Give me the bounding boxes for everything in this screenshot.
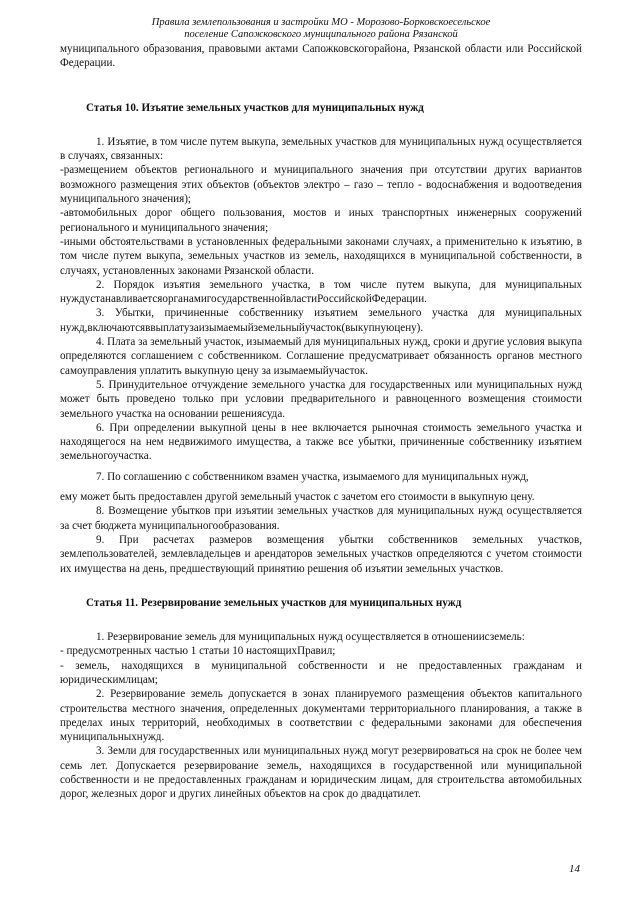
article-10-paragraph-6: 6. При определении выкупной цены в нее включается рыночная стоимость земельного участка и находящегося на нем недвижимого имущества, а также все убытки, причиненные собственнику изъятием земельногоучастка. bbox=[60, 421, 582, 463]
article-10-paragraph-2: 2. Порядок изъятия земельного участка, в том числе путем выкупа, для муниципальных нуждустанавливаетсяорганамигосударственнойвластиРоссийскойФедерации. bbox=[60, 278, 582, 306]
header-line-1: Правила землепользования и застройки МО - Морозово-Борковскоесельское bbox=[151, 17, 491, 28]
article-10-paragraph-8: 8. Возмещение убытков при изъятии земельных участков для муниципальных нужд осуществляется за счет бюджета муниципальногообразования. bbox=[60, 505, 582, 532]
article-11-bullet-1: - предусмотренных частью 1 статьи 10 настоящихПравил; bbox=[60, 645, 336, 658]
article-10-paragraph-3: 3. Убытки, причиненные собственнику изъятием земельного участка для муниципальных нужд,включаютсяввыплатузаизымаемыйземельныйучасток(выкупнуюцену). bbox=[60, 307, 582, 334]
article-11-heading: Статья 11. Резервирование земельных участков для муниципальных нужд bbox=[86, 596, 462, 609]
article-10-paragraph-7a: 7. По соглашению с собственником взамен участка, изымаемого для муниципальных нужд, bbox=[96, 470, 529, 483]
article-11-paragraph-1: 1. Резервирование земель для муниципальных нужд осуществляется в отношениисземель: bbox=[96, 631, 525, 644]
article-11-paragraph-2: 2. Резервирование земель допускается в зонах планируемого размещения объектов капитального строительства местного значения, определенных документами территориального планирования, а также в пределах иных территорий, необходимых в соответствии с федеральными законами для обеспечения муниципальныхнужд. bbox=[60, 688, 582, 744]
intro-paragraph: муниципального образования, правовыми актами Сапожковскогорайона, Рязанской области или Российской Федерации. bbox=[60, 43, 582, 70]
article-11-bullet-2: - земель, находящихся в муниципальной собственности и не предоставленных гражданам и юридическимлицам; bbox=[60, 659, 582, 686]
article-10-paragraph-7b: ему может быть предоставлен другой земельный участок с зачетом его стоимости в выкупную цену. bbox=[60, 491, 535, 504]
page-number: 14 bbox=[569, 863, 580, 875]
document-body bbox=[60, 42, 582, 802]
header-line-2: поселение Сапожковского муниципального района Рязанской bbox=[184, 29, 458, 40]
article-10-bullet-1: -размещением объектов регионального и муниципального значения при отсутствии других вариантов возможного размещения этих объектов (объектов электро – газо – тепло - водоснабжения и водоотведения муниципального значения); bbox=[60, 164, 582, 206]
article-10-bullet-3: -иными обстоятельствами в установленных федеральными законами случаях, а применительно к изъятию, в том числе путем выкупа, земельных участков из земель, находящихся в муниципальной собственности, в случаях, установленных законами Рязанской области. bbox=[60, 235, 582, 277]
article-10-paragraph-9: 9. При расчетах размеров возмещения убытки собственников земельных участков, землепользователей, землевладельцев и арендаторов земельных участков определяются с учетом стоимости их имущества на день, предшествующий принятию решения об изъятии земельных участков. bbox=[60, 533, 582, 575]
article-10-paragraph-5: 5. Принудительное отчуждение земельного участка для государственных или муниципальных нужд может быть проведено только при условии предварительного и равноценного возмещения стоимости земельного участка на основании решениясуда. bbox=[60, 378, 582, 420]
article-10-heading: Статья 10. Изъятие земельных участков для муниципальных нужд bbox=[86, 101, 424, 114]
running-header bbox=[60, 17, 582, 41]
article-10-paragraph-1: 1. Изъятие, в том числе путем выкупа, земельных участков для муниципальных нужд осуществляется в случаях, связанных: bbox=[60, 135, 582, 163]
article-10-bullet-2: -автомобильных дорог общего пользования, мостов и иных транспортных инженерных сооружений регионального и муниципального значения; bbox=[60, 207, 582, 234]
article-11-paragraph-3: 3. Земли для государственных или муниципальных нужд могут резервироваться на срок не более чем семь лет. Допускается резервирование земель, находящихся в государственной или муниципальной собственности и не предоставленных гражданам и юридическим лицам, для строительства автомобильных дорог, железных дорог и других линейных объектов на срок до двадцатилет. bbox=[60, 745, 582, 801]
article-10-paragraph-4: 4. Плата за земельный участок, изымаемый для муниципальных нужд, сроки и другие условия выкупа определяются соглашением с собственником. Соглашение предусматривает обязанность органов местного самоуправления уплатить выкупную цену за изымаемыйучасток. bbox=[60, 336, 582, 377]
